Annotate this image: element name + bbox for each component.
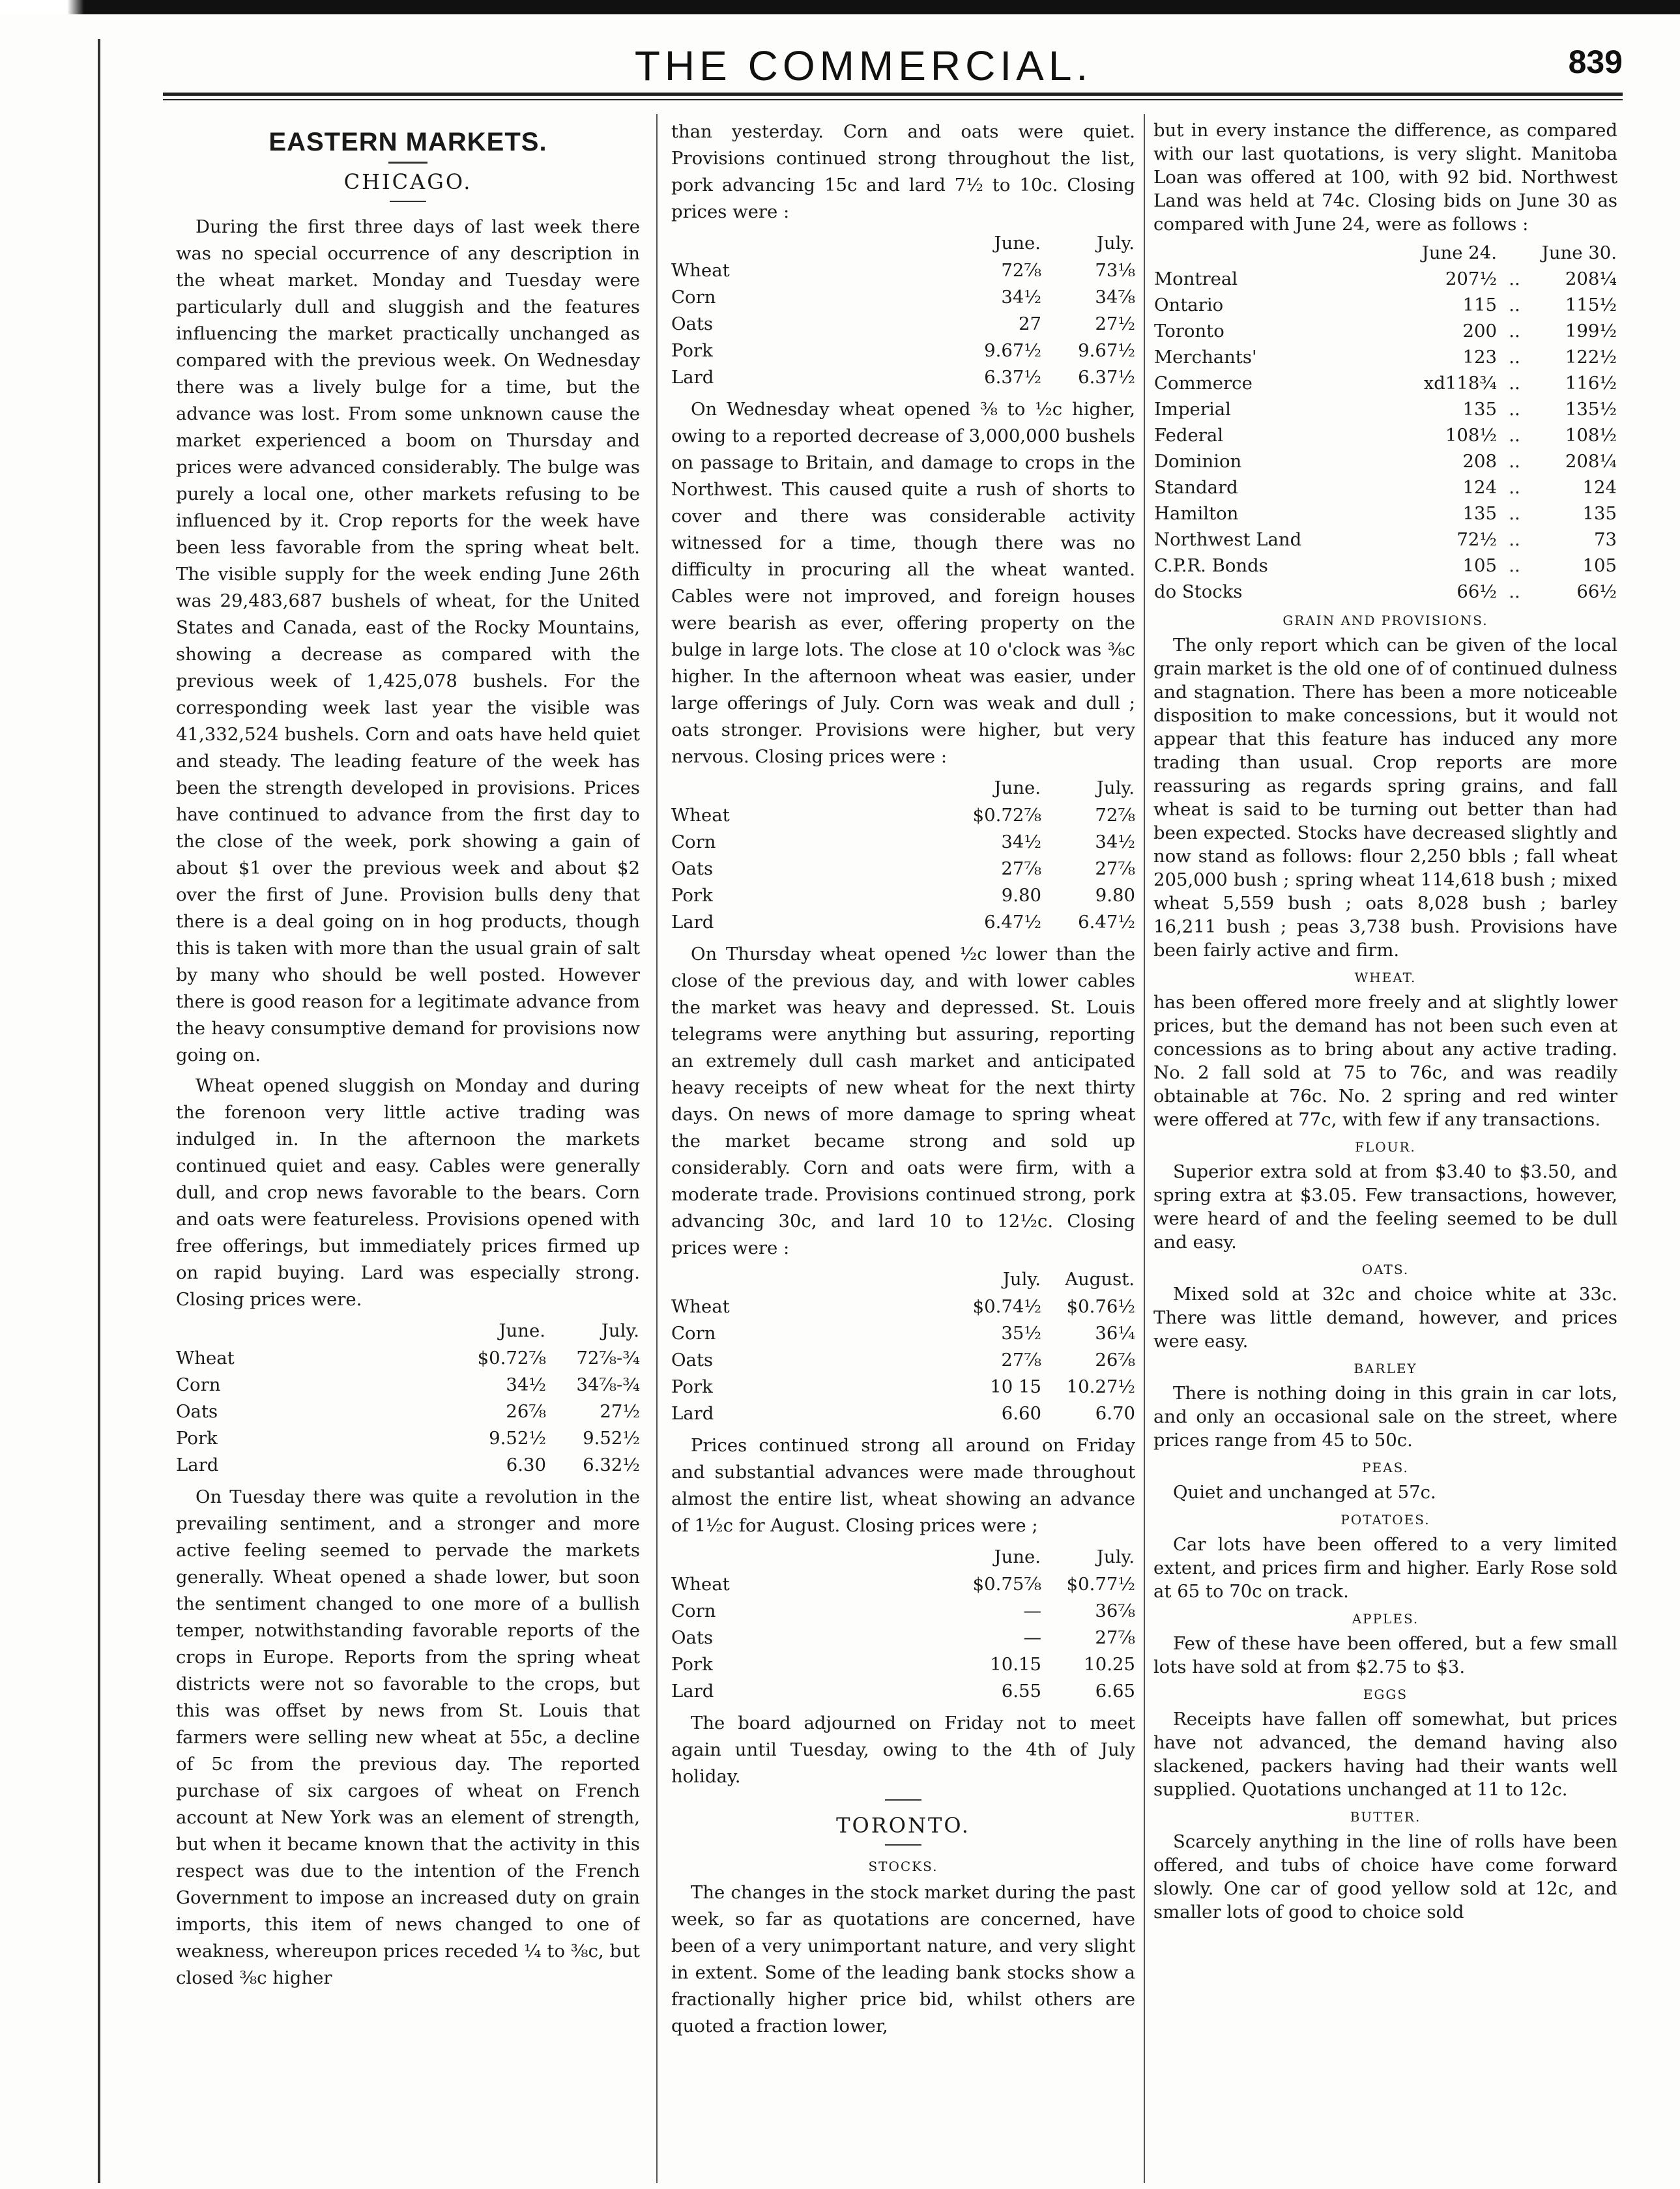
price-value: 73 [1594,529,1617,550]
table-row [671,338,1135,364]
table-row [1153,474,1617,500]
commodity-name: Merchants' [1154,347,1257,368]
commodity-name: Oats [671,1627,714,1648]
divider [885,1844,921,1846]
table-row [1153,553,1617,579]
commodity-name: do Stocks [1154,581,1243,602]
leader-dots: .. [1509,425,1520,446]
leader-dots: .. [1509,555,1520,576]
article-paragraph: than yesterday. Corn and oats were quiet. Provisions continued strong throughout the list, pork advancing 15c and lard 7½ to 10c. Closing prices were : [671,121,1135,222]
header-rule-thick [163,93,1623,96]
leader-dots: .. [1509,503,1520,524]
price-value: 105 [1582,555,1617,576]
column-1 [176,119,640,2178]
subhead-label: POTATOES. [1340,1512,1430,1528]
table-row [671,1651,1135,1678]
column-header: July. [1002,1269,1041,1290]
page-header [104,39,1623,101]
price-value: 135 [1582,503,1617,524]
table-row [176,1372,640,1399]
price-value: 72⅞ [1001,260,1041,281]
price-value: 207½ [1445,268,1497,289]
column-header: June 30. [1541,242,1617,263]
price-value: 73⅛ [1095,260,1135,281]
price-value: 6.47½ [984,912,1041,933]
price-value: 66½ [1576,581,1617,602]
commodity-name: Pork [671,340,713,361]
commodity-name: Ontario [1154,295,1224,315]
price-value: 6.55 [1001,1681,1041,1702]
commodity-name: Federal [1154,425,1224,446]
leader-dots: .. [1509,477,1520,498]
column-header: June 24. [1421,242,1497,263]
commodity-name: Corn [671,287,716,308]
table-row [176,1399,640,1425]
column-divider [1144,114,1145,2183]
price-table [671,1266,1135,1427]
price-value: 26⅞ [506,1401,546,1422]
divider [390,201,426,202]
commodity-name: Pork [176,1428,218,1449]
price-value: 72⅞-¾ [576,1348,640,1369]
article-paragraph: During the first three days of last week there was no special occurrence of any description in the wheat market. Monday and Tuesday were particularly dull and sluggish and the features influencing the market practically unchanged as compared with the previous week. On Wednesday there was a lively bulge for a time, but the advance was lost. From some unknown cause the market experienced a boom on Thursday and prices were advanced considerably. The bulge was purely a local one, other markets refusing to be influenced by it. Crop reports for the week have been less favorable from the spring wheat belt. The visible supply for the week ending June 26th was 29,483,687 bushels of wheat, for the United States and Canada, east of the Rocky Mountains, showing a decrease as compared with the previous week of 1,425,078 bushels. For the corresponding week last year the visible was 41,332,524 bushels. Corn and oats have held quiet and steady. The leading feature of the week has been the strength developed in provisions. Prices have continued to advance from the first day to the close of the week, pork showing a gain of about $1 over the previous week and about $2 over the first of June. Provision bulls deny that there is a deal going on in hog products, though this is taken with more than the usual grain of salt by many who should be well posted. However there is good reason for a legitimate advance from the heavy consumptive demand for provisions now going on. [176,216,640,1066]
price-value: 108½ [1565,425,1617,446]
commodity-name: Lard [176,1455,219,1475]
price-value: $0.72⅞ [477,1348,546,1369]
article-paragraph: Few of these have been offered, but a few small lots have sold at from $2.75 to $3. [1153,1633,1617,1677]
commodity-name: Montreal [1154,268,1238,289]
table-row [671,1571,1135,1598]
price-value: 34⅞-¾ [576,1374,640,1395]
subhead-label: BARLEY [1354,1361,1417,1376]
price-value: 6.37½ [984,367,1041,388]
table-row [671,1347,1135,1374]
price-value: 6.32½ [583,1455,640,1475]
price-value: 208 [1462,451,1497,472]
price-value: 10.27½ [1066,1376,1135,1397]
article-paragraph: The board adjourned on Friday not to meet again until Tuesday, owing to the 4th of July holiday. [671,1713,1135,1787]
commodity-name: Commerce [1154,373,1253,394]
commodity-name: Lard [671,1403,714,1424]
commodity-name: Toronto [1154,321,1224,341]
price-value: 27⅞ [1001,858,1041,879]
commodity-name: Corn [176,1374,221,1395]
leader-dots: .. [1509,581,1520,602]
leader-dots: .. [1509,451,1520,472]
price-value: 34½ [1001,832,1041,852]
price-value: 9.52½ [489,1428,546,1449]
leader-dots: .. [1509,268,1520,289]
subhead-label: GRAIN AND PROVISIONS. [1282,613,1488,628]
price-value: 200 [1462,321,1497,341]
subsection-title: TORONTO. [836,1813,970,1838]
section-title: EASTERN MARKETS. [268,128,547,156]
price-value: $0.72⅞ [972,805,1041,826]
table-row [671,284,1135,311]
table-row [671,829,1135,856]
table-row [1153,422,1617,448]
price-value: 122½ [1565,347,1617,368]
price-value: 10 15 [990,1376,1041,1397]
price-value: 124 [1462,477,1497,498]
article-paragraph: Receipts have fallen off somewhat, but prices have not advanced, the demand having also slackened, packers having had their wants well supplied. Quotations unchanged at 11 to 12c. [1153,1709,1617,1800]
article-paragraph: Quiet and unchanged at 57c. [1173,1482,1436,1503]
price-value: $0.77½ [1066,1574,1135,1595]
commodity-name: Wheat [671,1574,730,1595]
commodity-name: Wheat [671,805,730,826]
table-row [671,1320,1135,1347]
price-value: 115 [1462,295,1497,315]
table-row [671,1294,1135,1320]
table-row [671,909,1135,936]
table-row [1153,266,1617,292]
commodity-name: Oats [671,313,714,334]
table-row [1153,500,1617,527]
price-value: 6.70 [1095,1403,1135,1424]
price-table [671,1543,1135,1705]
header-rule-thin [163,99,1623,100]
table-row [671,1374,1135,1400]
commodity-name: Corn [671,832,716,852]
price-value: 6.37½ [1078,367,1135,388]
article-paragraph: On Tuesday there was quite a revolution in the prevailing sentiment, and a stronger and more active feeling seemed to pervade the markets generally. Wheat opened a shade lower, but soon the sentiment changed to one more of a bullish temper, notwithstanding favorable reports of the crops in Europe. Reports from the spring wheat districts were not so favorable to the crops, but this was offset by news from St. Louis that farmers were selling new wheat at 55c, a decline of 5c from the previous day. The reported purchase of six cargoes of wheat on French account at New York was an element of strength, but when it became known that the activity in this respect was due to the intention of the French Government to impose an increased duty on grain imports, this item of news changed to one of weakness, whereupon prices receded ¼ to ⅜c, but closed ⅜c higher [176,1486,640,1988]
price-value: 34½ [506,1374,546,1395]
commodity-name: Lard [671,912,714,933]
column-header: June. [994,1546,1041,1567]
price-value: 10.15 [990,1654,1041,1675]
price-value: — [1023,1627,1041,1648]
leader-dots: .. [1509,295,1520,315]
commodity-name: Oats [176,1401,218,1422]
price-value: 6.30 [506,1455,546,1475]
table-row [671,856,1135,882]
price-value: 115½ [1565,295,1617,315]
column-header: July. [1096,777,1135,798]
subhead-label: EGGS [1363,1687,1408,1702]
column-header: August. [1065,1269,1135,1290]
commodity-name: Pork [671,1654,713,1675]
page-number: 839 [1568,44,1623,80]
price-value: $0.74½ [972,1296,1041,1317]
commodity-name: Oats [671,1350,714,1370]
price-table [176,1317,640,1479]
table-row [671,364,1135,391]
price-value: 9.67½ [984,340,1041,361]
commodity-name: Dominion [1154,451,1242,472]
price-value: 9.80 [1095,885,1135,906]
price-value: 108½ [1445,425,1497,446]
price-value: 26⅞ [1095,1350,1135,1370]
price-value: 10.25 [1084,1654,1135,1675]
table-row [671,311,1135,338]
stock-table [1153,240,1617,605]
price-value: 27⅞ [1095,858,1135,879]
table-row [671,1400,1135,1427]
column-header: July. [1096,1546,1135,1567]
price-value: xd118¾ [1423,373,1497,394]
price-value: 34⅞ [1095,287,1135,308]
article-paragraph: Wheat opened sluggish on Monday and during the forenoon very little active trading was indulged in. In the afternoon the markets continued quiet and easy. Cables were generally dull, and crop news favorable to the bears. Corn and oats were featureless. Provisions opened with free offerings, but immediately prices firmed up on rapid buying. Lard was especially strong. Closing prices were. [176,1075,640,1310]
price-value: 123 [1462,347,1497,368]
binding-rule [98,39,100,2183]
price-value: 9.67½ [1078,340,1135,361]
table-row [671,257,1135,284]
price-value: 34½ [1095,832,1135,852]
price-value: 72⅞ [1095,805,1135,826]
article-paragraph: Car lots have been offered to a very limited extent, and prices firm and higher. Early Rose sold at 65 to 70c on track. [1153,1534,1617,1602]
subhead-label: PEAS. [1362,1460,1409,1475]
price-value: 9.80 [1001,885,1041,906]
price-value: 9.52½ [583,1428,640,1449]
price-value: 135 [1462,399,1497,420]
subhead-label: FLOUR. [1355,1139,1416,1155]
commodity-name: C.P.R. Bonds [1154,555,1268,576]
article-paragraph: but in every instance the difference, as compared with our last quotations, is very slight. Manitoba Loan was offered at 100, with 92 bid. Northwest Land was held at 74c. Closing bids on June 30 as compared with June 24, were as follows : [1153,120,1617,235]
price-value: 27½ [1095,313,1135,334]
price-value: 135½ [1565,399,1617,420]
leader-dots: .. [1509,373,1520,394]
price-value: 199½ [1565,321,1617,341]
price-value: 135 [1462,503,1497,524]
price-value: 36⅞ [1095,1601,1135,1621]
price-value: 116½ [1565,373,1617,394]
table-row [176,1425,640,1452]
article-paragraph: Prices continued strong all around on Friday and substantial advances were made throughout almost the entire list, wheat showing an advance of 1½c for August. Closing prices were ; [671,1435,1135,1536]
column-header: June. [994,777,1041,798]
price-value: 72½ [1456,529,1497,550]
article-paragraph: On Thursday wheat opened ½c lower than the close of the previous day, and with lower cables the market was heavy and depressed. St. Louis telegrams were anything but assuring, reporting an extremely dull cash market and anticipated heavy receipts of new wheat for the next thirty days. On news of more damage to spring wheat the market became strong and sold up considerably. Corn and oats were firm, with a moderate trade. Provisions continued strong, pork advancing 30c, and lard 10 to 12½c. Closing prices were : [671,944,1135,1258]
price-value: 6.47½ [1078,912,1135,933]
commodity-name: Imperial [1154,399,1231,420]
column-header: July. [1096,233,1135,254]
subhead-label: STOCKS. [868,1859,938,1874]
table-row [671,802,1135,829]
subsection-title: CHICAGO. [343,169,472,194]
commodity-name: Wheat [176,1348,235,1369]
column-header: July. [601,1320,639,1341]
table-row [1153,318,1617,344]
commodity-name: Pork [671,885,713,906]
price-value: 66½ [1456,581,1497,602]
price-table [671,229,1135,391]
leader-dots: .. [1509,399,1520,420]
price-value: 34½ [1001,287,1041,308]
column-divider [656,114,658,2183]
commodity-name: Northwest Land [1154,529,1302,550]
table-row [176,1452,640,1479]
table-row [1153,396,1617,422]
commodity-name: Lard [671,1681,714,1702]
column-header: June. [499,1320,545,1341]
subhead-label: WHEAT. [1354,970,1417,985]
table-row [1153,448,1617,474]
price-value: $0.75⅞ [972,1574,1041,1595]
commodity-name: Wheat [671,260,730,281]
price-value: 6.60 [1001,1403,1041,1424]
article-paragraph: The changes in the stock market during the past week, so far as quotations are concerned, have been of a very unimportant nature, and very slight in extent. Some of the leading bank stocks show a fractionally higher price bid, whilst others are quoted a fraction lower, [671,1882,1135,2037]
price-value: 27½ [600,1401,640,1422]
commodity-name: Pork [671,1376,713,1397]
table-row [1153,579,1617,605]
article-paragraph: Superior extra sold at from $3.40 to $3.50, and spring extra at $3.05. Few transactions, however, were heard of and the feeling seemed to be dull and easy. [1153,1161,1617,1253]
price-value: 27⅞ [1001,1350,1041,1370]
commodity-name: Lard [671,367,714,388]
article-paragraph: Mixed sold at 32c and choice white at 33c. There was little demand, however, and prices were easy. [1153,1284,1617,1352]
price-value: 124 [1582,477,1617,498]
table-row [1153,292,1617,318]
column-header: June. [994,233,1041,254]
table-row [1153,370,1617,396]
article-paragraph: On Wednesday wheat opened ⅜ to ½c higher, owing to a reported decrease of 3,000,000 bushels on passage to Britain, and damage to crops in the Northwest. This caused quite a rush of shorts to cover and there was considerable activity witnessed for a time, though there was no difficulty in procuring all the wheat wanted. Cables were not improved, and foreign houses were bearish as ever, offering property on the bulge in large lots. The close at 10 o'clock was ⅜c higher. In the afternoon wheat was easier, under large offerings of July. Corn was weak and dull ; oats stronger. Provisions were higher, but very nervous. Closing prices were : [671,399,1135,767]
column-3 [1153,119,1617,2178]
subhead-label: BUTTER. [1350,1809,1421,1825]
commodity-name: Corn [671,1323,716,1344]
price-value: 27 [1019,313,1041,334]
price-value: 208¼ [1565,451,1617,472]
article-paragraph: Scarcely anything in the line of rolls have been offered, and tubs of choice have come forward slowly. One car of good yellow sold at 12c, and smaller lots of good to choice sold [1153,1831,1617,1922]
commodity-name: Hamilton [1154,503,1239,524]
table-row [671,1625,1135,1651]
price-value: 6.65 [1095,1681,1135,1702]
price-value: 35½ [1001,1323,1041,1344]
column-2 [671,119,1135,2178]
price-value: 208¼ [1565,268,1617,289]
leader-dots: .. [1509,529,1520,550]
table-row [176,1345,640,1372]
commodity-name: Wheat [671,1296,730,1317]
top-scan-bar [0,0,1680,14]
article-paragraph: has been offered more freely and at slightly lower prices, but the demand has not been such even at concessions as to bring about any active trading. No. 2 fall sold at 75 to 76c, and was readily obtainable at 76c. No. 2 spring and red winter were offered at 77c, with few if any transactions. [1153,992,1617,1130]
divider [885,1799,921,1801]
price-value: — [1023,1601,1041,1621]
title-rule [388,162,427,164]
price-value: 105 [1462,555,1497,576]
price-value: $0.76½ [1066,1296,1135,1317]
leader-dots: .. [1509,347,1520,368]
article-paragraph: There is nothing doing in this grain in car lots, and only an occasional sale on the street, where prices range from 45 to 50c. [1153,1383,1617,1451]
table-row [671,882,1135,909]
article-paragraph: The only report which can be given of the local grain market is the old one of of continued dulness and stagnation. There has been a more noticeable disposition to make concessions, but it would not appear that this feature has induced any more trading than usual. Crop reports are more reassuring as regards spring grains, and fall wheat is said to be turning out better than had been expected. Stocks have decreased slightly and now stand as follows: flour 2,250 bbls ; fall wheat 205,000 bush ; spring wheat 114,618 bush ; mixed wheat 5,559 bush ; oats 8,028 bush ; barley 16,211 bush ; peas 3,738 bush. Provisions have been fairly active and firm. [1153,635,1617,961]
subhead-label: APPLES. [1352,1611,1419,1627]
masthead-title: THE COMMERCIAL. [634,42,1093,89]
commodity-name: Corn [671,1601,716,1621]
subhead-label: OATS. [1361,1262,1410,1277]
table-row [1153,527,1617,553]
table-row [671,1678,1135,1705]
leader-dots: .. [1509,321,1520,341]
commodity-name: Standard [1154,477,1238,498]
table-row [671,1598,1135,1625]
commodity-name: Oats [671,858,714,879]
table-row [1153,344,1617,370]
price-value: 36¼ [1095,1323,1135,1344]
price-value: 27⅞ [1095,1627,1135,1648]
price-table [671,774,1135,936]
